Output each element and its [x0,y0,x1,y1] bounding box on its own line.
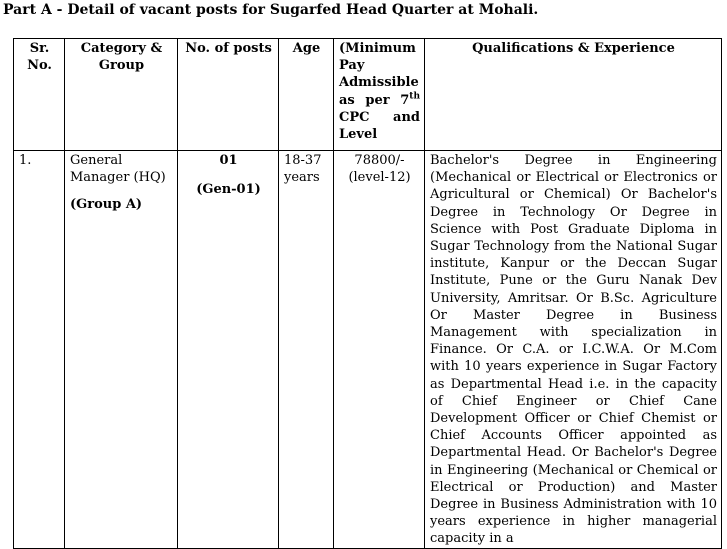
header-pay-level [334,39,425,151]
category-name: General Manager (HQ) [70,153,166,186]
cell-qualifications: Bachelor's Degree in Engineering (Mechanical or Electrical or Electronics or Agricultural or Chemical) Or Bachelor's Degree in Technology Or Degree in Science with Post Graduate Diploma in Sugar Technology from the National Sugar institute, Kanpur or the Deccan Sugar Institute, Pune or the Guru Nanak Dev University, Amritsar. Or B.Sc. Agriculture Or Master Degree in Business Management with specialization in Finance. Or C.A. or I.C.W.A. Or M.Com with 10 years experience in Sugar Factory as Departmental Head i.e. in the capacity of Chief Engineer or Chief Cane Development Officer or Chief Chemist or Chief Accounts Officer appointed as Departmental Head. Or Bachelor's Degree in Engineering (Mechanical or Chemical or Electrical or Production) and Master Degree in Business Administration with 10 years experience in higher managerial capacity in a [425,151,722,549]
header-pay-prefix: (Minimum Pay Admissible as per 7 [339,41,419,108]
header-sr-no: Sr. No. [14,39,65,151]
page-heading: Part A - Detail of vacant posts for Sugarfed Head Quarter at Mohali. [3,2,539,18]
header-age: Age [279,39,334,151]
category-group: (Group A) [70,197,143,213]
header-category-group: Category & Group [65,39,178,151]
cell-category-group [65,151,178,549]
header-pay-superscript: th [409,91,420,102]
cell-no-of-posts [178,151,279,549]
cell-pay-level: 78800/- (level-12) [334,151,425,549]
table-header-row [14,39,722,151]
posts-count: 01 [219,153,238,168]
cell-sr-no: 1. [14,151,65,549]
table-row [14,151,722,549]
header-no-of-posts: No. of posts [178,39,279,151]
vacant-posts-table [13,38,722,549]
header-qualifications: Qualifications & Experience [425,39,722,151]
header-pay-suffix: CPC and Level [339,109,420,143]
cell-age: 18-37 years [279,151,334,549]
posts-breakdown: (Gen-01) [196,182,261,198]
